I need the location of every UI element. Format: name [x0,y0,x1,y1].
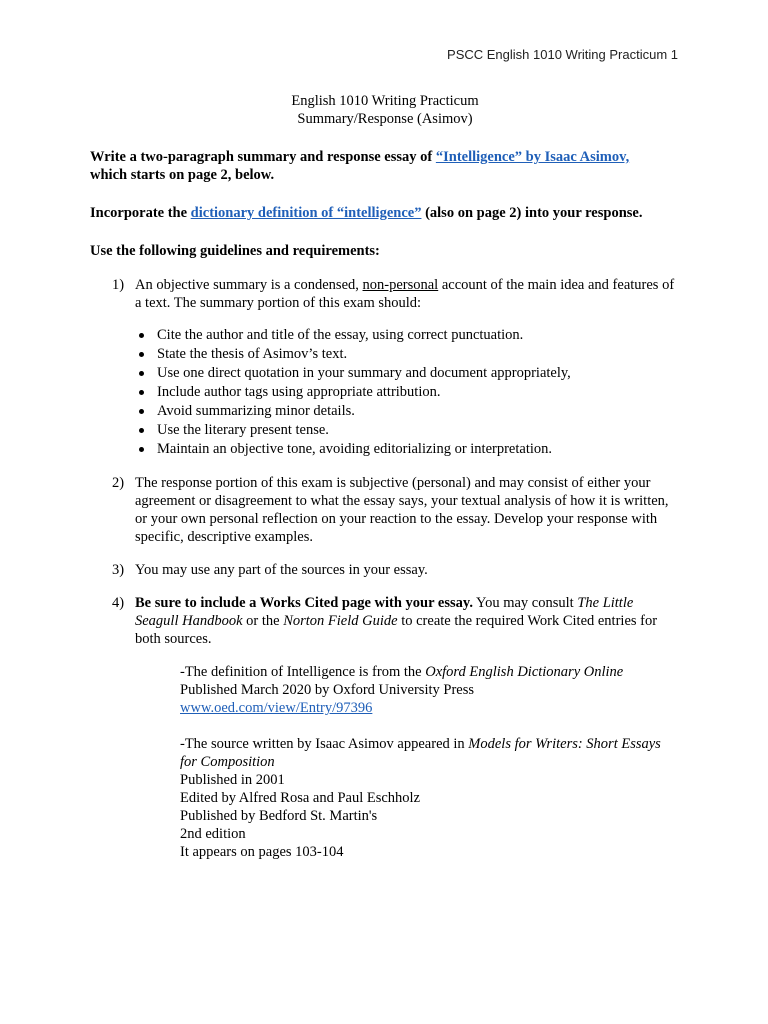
item-3-text: You may use any part of the sources in your essay. [135,562,428,578]
title-line-1: English 1010 Writing Practicum [291,93,479,109]
intro-2-text-end: (also on page 2) into your response. [421,205,643,221]
list-number: 4) [112,595,125,611]
guidelines-heading: Use the following guidelines and requirements: [90,243,380,259]
item-4-text-mid: or the [242,613,284,629]
summary-bullets [135,326,680,459]
source-1-published: Published March 2020 by Oxford University Press [180,682,475,698]
item-4-text: You may consult [472,595,578,611]
list-item [90,474,680,546]
oed-link[interactable]: www.oed.com/view/Entry/97396 [180,700,373,716]
source-2-line: Edited by Alfred Rosa and Paul Eschholz [180,790,421,806]
list-item [90,276,680,459]
running-head: PSCC English 1010 Writing Practicum 1 [447,47,678,62]
intro-paragraph-2 [90,204,680,222]
sources-section [180,663,680,861]
bullet-item: State the thesis of Asimov’s text. [135,345,680,364]
item-1-text: An objective summary is a condensed, [135,277,363,293]
intro-1-text: Write a two-paragraph summary and response essay of [90,149,436,165]
list-item [90,561,680,579]
source-asimov [180,735,680,861]
source-1-text: -The definition of Intelligence is from the [180,664,426,680]
item-1-text-end: account of the main idea and features of a text. The summary portion of this exam should: [135,277,675,311]
field-guide-title: Norton Field Guide [283,613,398,629]
asimov-essay-link[interactable]: “Intelligence” by Isaac Asimov, [435,149,630,165]
source-2-line: Published by Bedford St. Martin's [180,808,378,824]
bullet-item: Cite the author and title of the essay, using correct punctuation. [135,326,680,345]
list-item [90,594,680,648]
item-4-text-end: to create the required Work Cited entries for both sources. [135,613,658,647]
item-2-text: The response portion of this exam is subjective (personal) and may consist of either your agreement or disagreement to what the essay says, your textual analysis of how it is written, or your own personal reflection on your reaction to the essay. Develop your response with specific, descriptive examples. [135,475,669,545]
intro-paragraph-1 [90,148,680,184]
oed-title: Oxford English Dictionary Online [425,664,624,680]
requirements-list [90,276,680,648]
document-page [90,92,680,879]
source-2-text: -The source written by Isaac Asimov appeared in [180,736,469,752]
list-number: 3) [112,562,125,578]
bullet-item: Use the literary present tense. [135,421,680,440]
list-number: 2) [112,475,125,491]
intro-2-text: Incorporate the [90,205,191,221]
list-number: 1) [112,277,125,293]
source-2-line: 2nd edition [180,826,246,842]
item-4-bold: Be sure to include a Works Cited page with your essay. [135,595,473,611]
bullet-item: Include author tags using appropriate attribution. [135,383,680,402]
source-oed [180,663,680,717]
bullet-item: Avoid summarizing minor details. [135,402,680,421]
document-title [90,92,680,128]
handbook-title: The Little Seagull Handbook [135,595,634,629]
intro-1-text-end: which starts on page 2, below. [90,167,275,183]
source-2-line: Published in 2001 [180,772,285,788]
title-line-2: Summary/Response (Asimov) [297,111,473,127]
source-2-line: It appears on pages 103-104 [180,844,344,860]
bullet-item: Maintain an objective tone, avoiding editorializing or interpretation. [135,440,680,459]
dictionary-definition-link[interactable]: dictionary definition of “intelligence” [190,205,422,221]
anthology-title: Models for Writers: Short Essays for Composition [180,736,661,770]
bullet-item: Use one direct quotation in your summary and document appropriately, [135,364,680,383]
item-1-underlined: non-personal [362,277,439,293]
